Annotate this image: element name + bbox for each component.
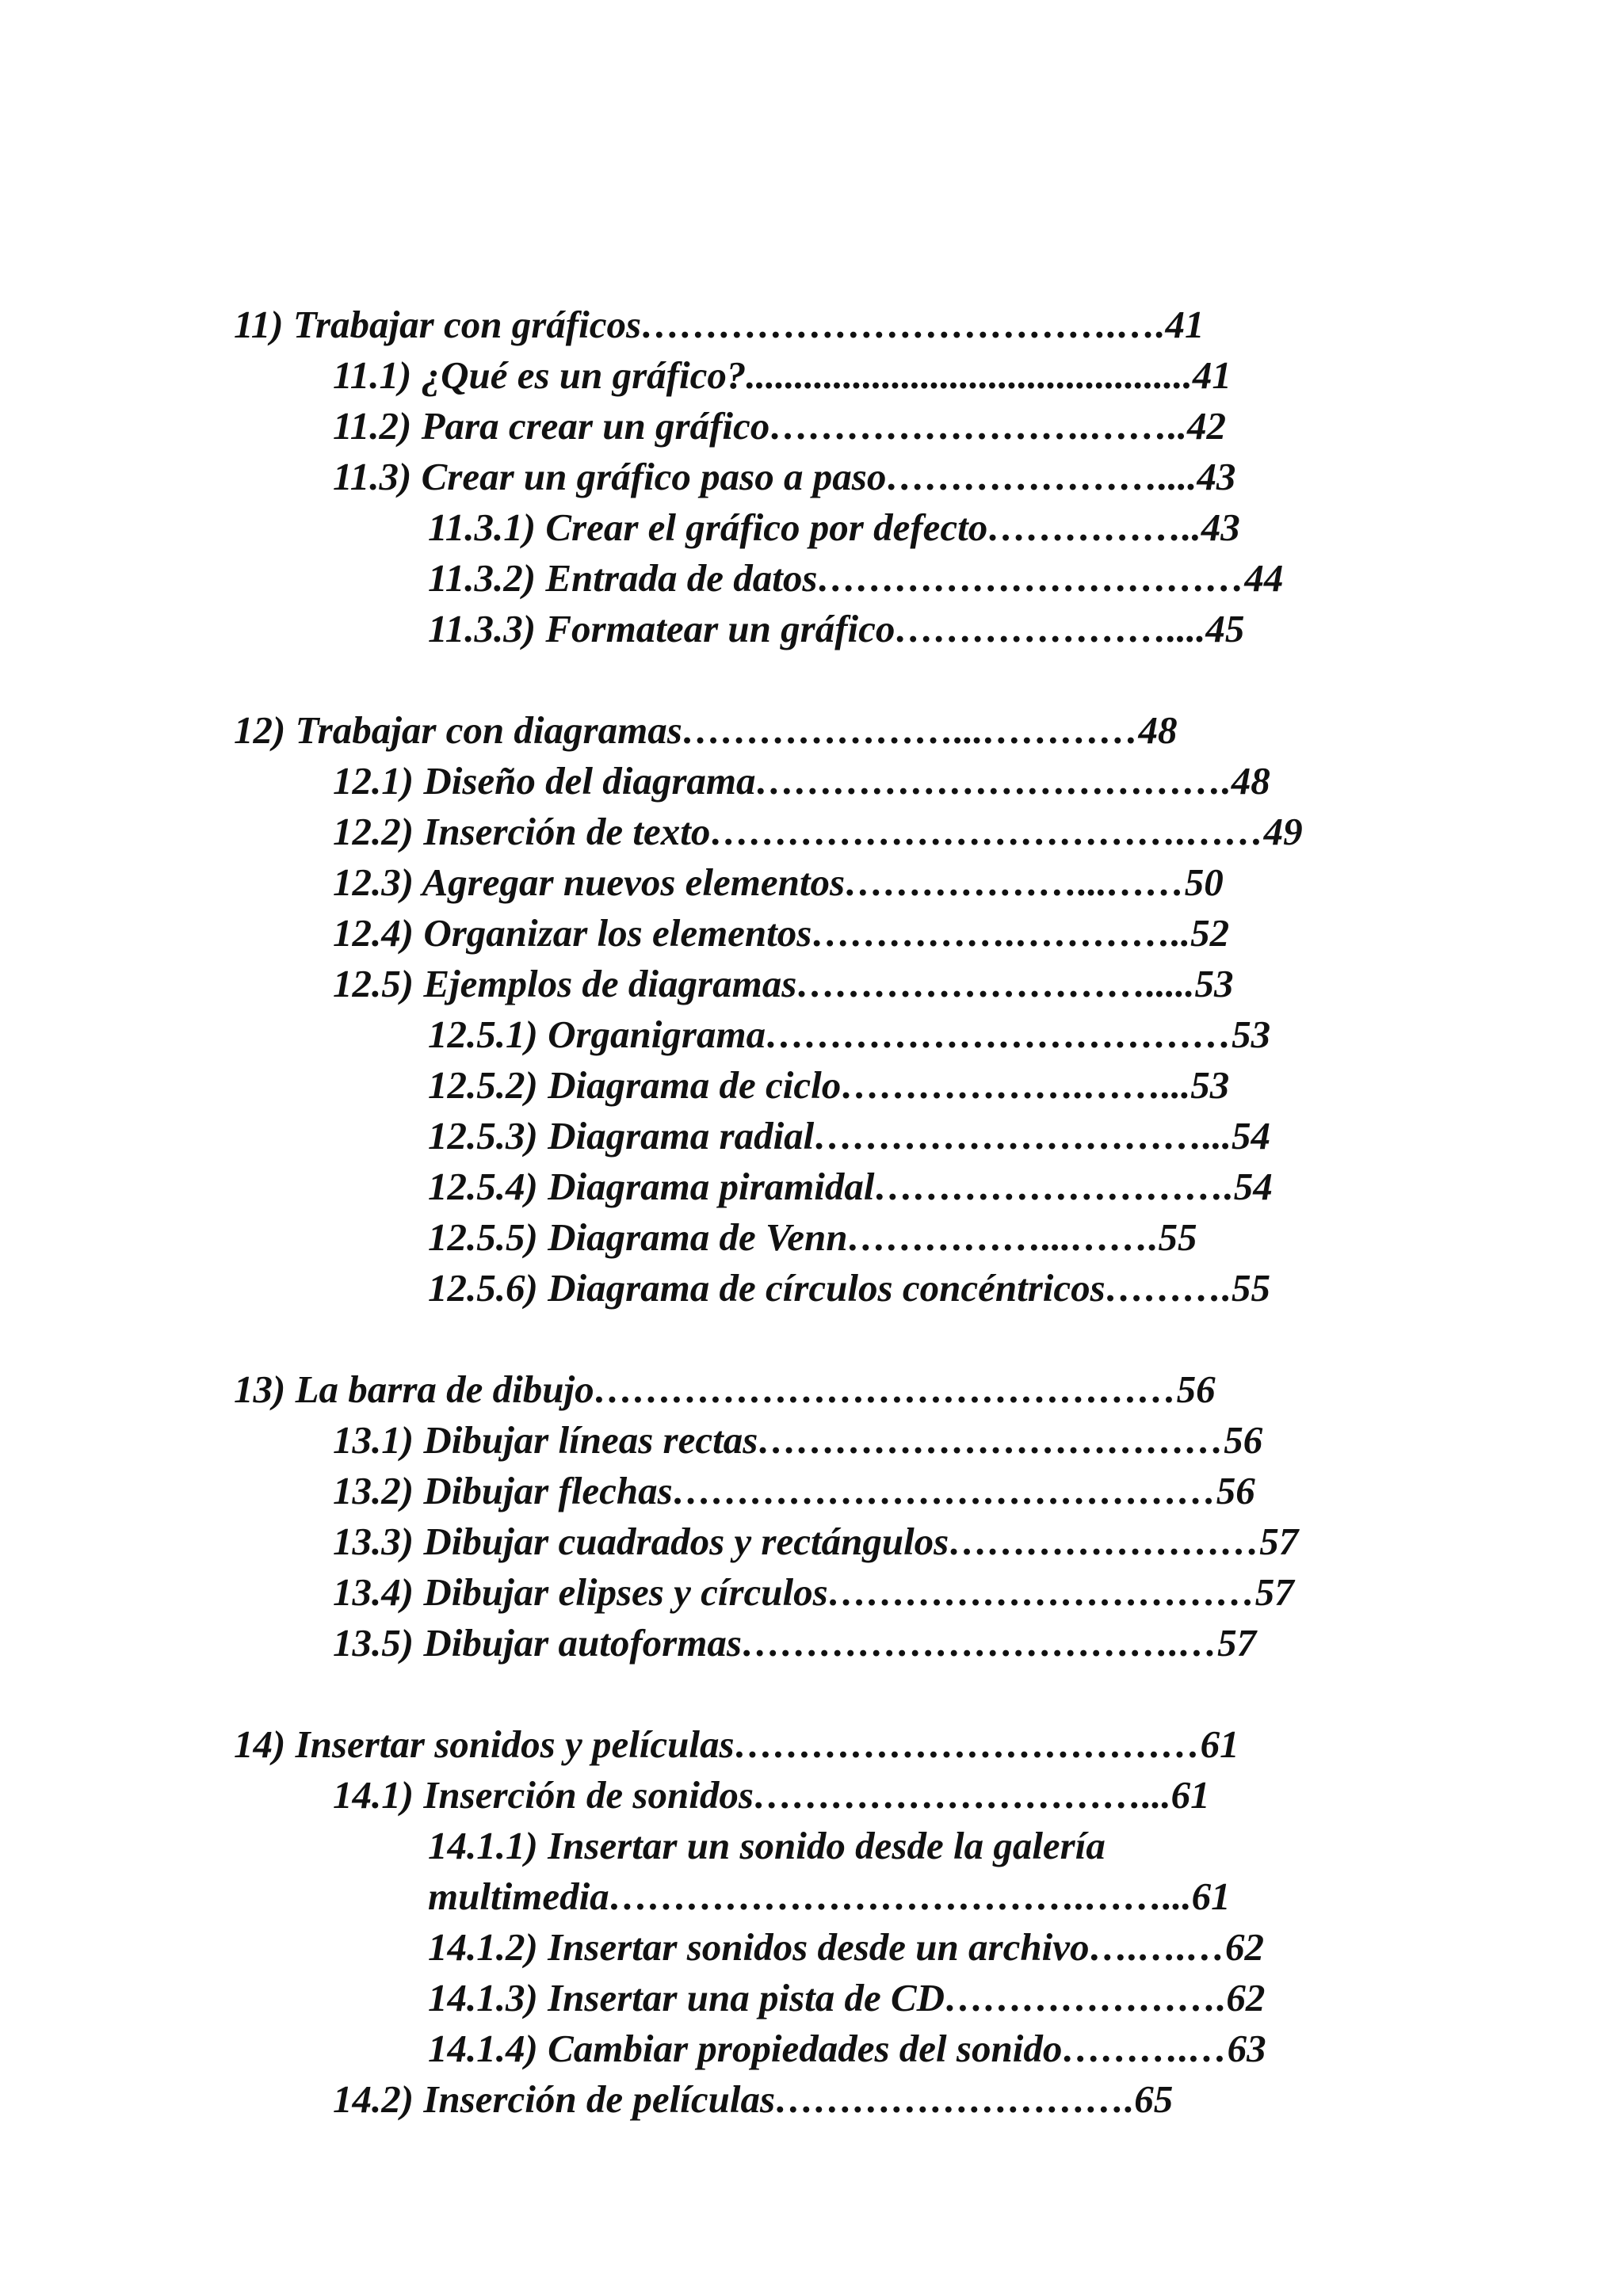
toc-entry-11-3-2: 11.3.2) Entrada de datos……………………………44 [428,556,1284,600]
toc-entry-11-3-1: 11.3.1) Crear el gráfico por defecto……………..43 [428,505,1240,549]
toc-entry-11-2: 11.2) Para crear un gráfico…………………….……..42 [333,404,1226,448]
toc-entry-13: 13) La barra de dibujo………………………………………56 [234,1367,1216,1411]
toc-entry-13-1: 13.1) Dibujar líneas rectas………………………………56 [333,1418,1263,1462]
toc-entry-14-1-3: 14.1.3) Insertar una pista de CD………………….62 [428,1976,1266,2019]
toc-entry-14-1: 14.1) Inserción de sonidos…………………………...61 [333,1773,1210,1817]
toc-entry-12-5-6: 12.5.6) Diagrama de círculos concéntricos……….55 [428,1266,1270,1310]
toc-entry-12-1: 12.1) Diseño del diagrama……………………………….48 [333,759,1270,803]
toc-entry-11-3: 11.3) Crear un gráfico paso a paso…………………....43 [333,455,1236,498]
toc-entry-14-2: 14.2) Inserción de películas……………………….65 [333,2077,1174,2121]
toc-entry-12-5: 12.5) Ejemplos de diagramas……………………….....53 [333,962,1234,1005]
toc-entry-14-1-4: 14.1.4) Cambiar propiedades del sonido……….…63 [428,2027,1266,2070]
toc-entry-11: 11) Trabajar con gráficos……………………………….….41 [234,303,1205,346]
toc-entry-12-4: 12.4) Organizar los elementos…………….…………..52 [333,911,1230,955]
toc-entry-12-5-3: 12.5.3) Diagrama radial…………………………...54 [428,1114,1271,1158]
toc-entry-12-5-1: 12.5.1) Organigrama………………………………53 [428,1013,1271,1056]
toc-entry-11-1: 11.1) ¿Qué es un gráfico?..............................................41 [333,353,1232,397]
toc-entry-14-1-2: 14.1.2) Insertar sonidos desde un archivo….….…62 [428,1925,1264,1969]
toc-entry-12-5-5: 12.5.5) Diagrama de Venn……………...…….55 [428,1215,1197,1259]
toc-entry-13-3: 13.3) Dibujar cuadrados y rectángulos……………………57 [333,1520,1299,1563]
toc-entry-13-5: 13.5) Dibujar autoformas…………………………….…57 [333,1621,1257,1665]
toc-entry-12: 12) Trabajar con diagramas…………………...…………48 [234,708,1178,752]
toc-entry-12-3: 12.3) Agregar nuevos elementos………………...……50 [333,860,1224,904]
toc-entry-11-3-3: 11.3.3) Formatear un gráfico…………………....45 [428,607,1245,650]
toc-entry-13-4: 13.4) Dibujar elipses y círculos……………………………57 [333,1570,1294,1614]
toc-entry-14-1-1-cont: multimedia……………………………….……...61 [428,1875,1231,1918]
toc-entry-14: 14) Insertar sonidos y películas………………………………61 [234,1722,1239,1766]
toc-entry-14-1-1: 14.1.1) Insertar un sonido desde la galería [428,1824,1106,1867]
toc-entry-12-5-2: 12.5.2) Diagrama de ciclo……………….……...53 [428,1063,1230,1107]
toc-entry-12-2: 12.2) Inserción de texto……………………………….……49 [333,810,1303,853]
toc-entry-12-5-4: 12.5.4) Diagrama piramidal……………………….54 [428,1165,1273,1208]
toc-entry-13-2: 13.2) Dibujar flechas……………………………………56 [333,1469,1255,1512]
